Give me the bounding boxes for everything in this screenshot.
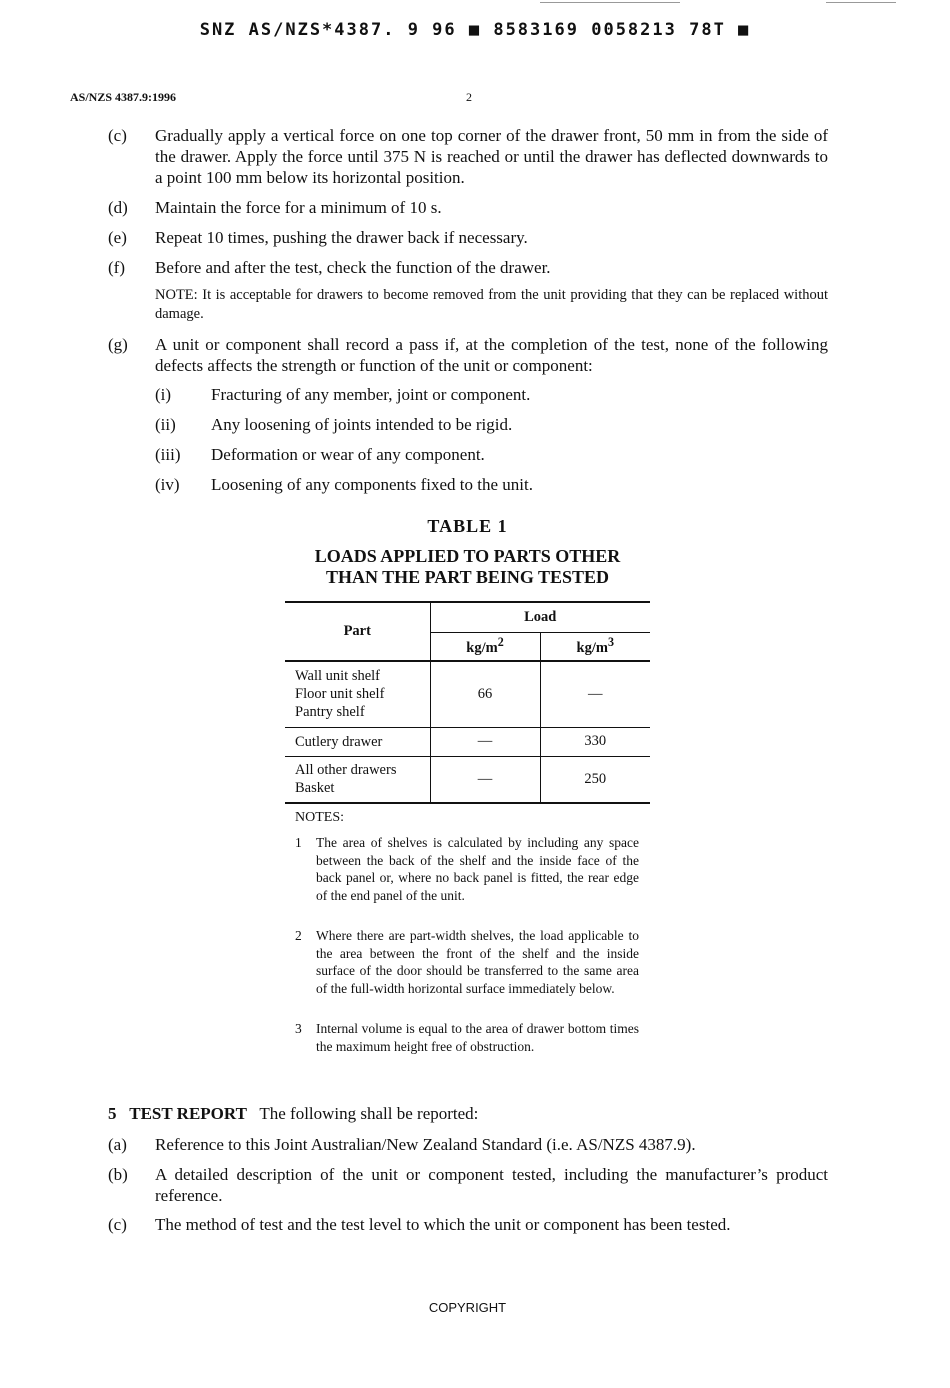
part-line: All other drawers (295, 762, 397, 779)
note-number: 3 (295, 1021, 302, 1036)
part-line: Pantry shelf (295, 704, 365, 721)
part-line: Cutlery drawer (295, 733, 383, 750)
step-text: Gradually apply a vertical force on one top corner of the drawer front, 50 mm in from the side of the drawer. Apply the force until 375 N is reached or until the drawer has deflected downwards to a point 100 mm below its horizontal position. (155, 126, 828, 187)
table-caption (0, 546, 935, 588)
unit-sup: 2 (497, 635, 504, 650)
table-caption-line: LOADS APPLIED TO PARTS OTHER (314, 546, 621, 566)
document-code-line: SNZ AS/NZS*4387. 9 96 ■ 8583169 0058213 78T ■ (199, 20, 751, 40)
report-text: Reference to this Joint Australian/New Zealand Standard (i.e. AS/NZS 4387.9). (155, 1135, 696, 1154)
page-number: 2 (466, 90, 472, 104)
part-line: Wall unit shelf (295, 668, 381, 685)
unit-sup: 3 (607, 635, 614, 650)
col-header-load: Load (430, 602, 650, 632)
step-label: (c) (108, 126, 127, 145)
defect-label: (iii) (155, 445, 181, 464)
defect-text: Deformation or wear of any component. (211, 445, 485, 464)
report-label: (a) (108, 1135, 127, 1154)
running-head: AS/NZS 4387.9:1996 (70, 90, 177, 104)
note-number: 2 (295, 928, 302, 943)
cell-value: 66 (430, 661, 540, 727)
section-heading (108, 1104, 478, 1124)
note-number: 1 (295, 835, 302, 850)
cell-value: 250 (540, 756, 650, 803)
step-label: (f) (108, 258, 125, 277)
table-row (285, 756, 650, 803)
table-row (285, 727, 650, 756)
defect-text: Any loosening of joints intended to be rigid. (211, 415, 513, 434)
defect-text: Fracturing of any member, joint or component. (211, 385, 531, 404)
cell-part (285, 727, 430, 756)
cell-part (285, 661, 430, 727)
col-header-unit-volume (540, 632, 650, 661)
cell-value: 330 (540, 727, 650, 756)
defect-text: Loosening of any components fixed to the unit. (211, 475, 533, 494)
defect-label: (i) (155, 385, 172, 404)
report-label: (c) (108, 1215, 127, 1234)
part-line: Floor unit shelf (295, 686, 385, 703)
cell-value: — (540, 661, 650, 727)
report-text: A detailed description of the unit or component tested, including the manufacturer’s product reference. (155, 1165, 828, 1205)
note-text: The area of shelves is calculated by including any space between the back of the shelf and the inside face of the back panel or, where no back panel is fitted, the rear edge of the end panel of the unit. (316, 835, 639, 903)
unit-text: kg/m (466, 640, 498, 657)
table-title: TABLE 1 (427, 516, 508, 536)
defect-label: (iv) (155, 475, 180, 494)
section-number: 5 (108, 1104, 117, 1123)
cell-part (285, 756, 430, 803)
cell-value: — (430, 756, 540, 803)
copyright-footer: COPYRIGHT (428, 1300, 507, 1315)
table-row (285, 661, 650, 727)
defect-label: (ii) (155, 415, 176, 434)
section-intro: The following shall be reported: (259, 1104, 479, 1123)
unit-text: kg/m (576, 640, 608, 657)
cell-value: — (430, 727, 540, 756)
step-text: Maintain the force for a minimum of 10 s. (155, 198, 442, 217)
note-text: Internal volume is equal to the area of drawer bottom times the maximum height free of obstruction. (316, 1021, 639, 1054)
step-label: (g) (108, 335, 128, 354)
step-label: (e) (108, 228, 127, 247)
step-note: NOTE: It is acceptable for drawers to become removed from the unit providing that they can be replaced without damage. (155, 287, 828, 322)
section-title: TEST REPORT (129, 1104, 247, 1123)
report-label: (b) (108, 1165, 128, 1184)
step-text: Before and after the test, check the function of the drawer. (155, 258, 551, 277)
table-caption-line: THAN THE PART BEING TESTED (325, 567, 610, 587)
scan-rule (826, 2, 896, 3)
report-text: The method of test and the test level to which the unit or component has been tested. (155, 1215, 731, 1234)
step-label: (d) (108, 198, 128, 217)
col-header-part: Part (285, 602, 430, 661)
note-text: Where there are part-width shelves, the load applicable to the area between the front of the shelf and the inside surface of the door should be transferred to the same area of the full-width horizontal surface immediately below. (316, 928, 639, 996)
table-notes-heading: NOTES: (295, 810, 344, 825)
step-text: A unit or component shall record a pass if, at the completion of the test, none of the following defects affects the strength or function of the unit or component: (155, 335, 828, 375)
scan-rule (540, 2, 680, 3)
loads-table (285, 601, 650, 804)
step-text: Repeat 10 times, pushing the drawer back if necessary. (155, 228, 528, 247)
part-line: Basket (295, 780, 335, 797)
col-header-unit-area (430, 632, 540, 661)
